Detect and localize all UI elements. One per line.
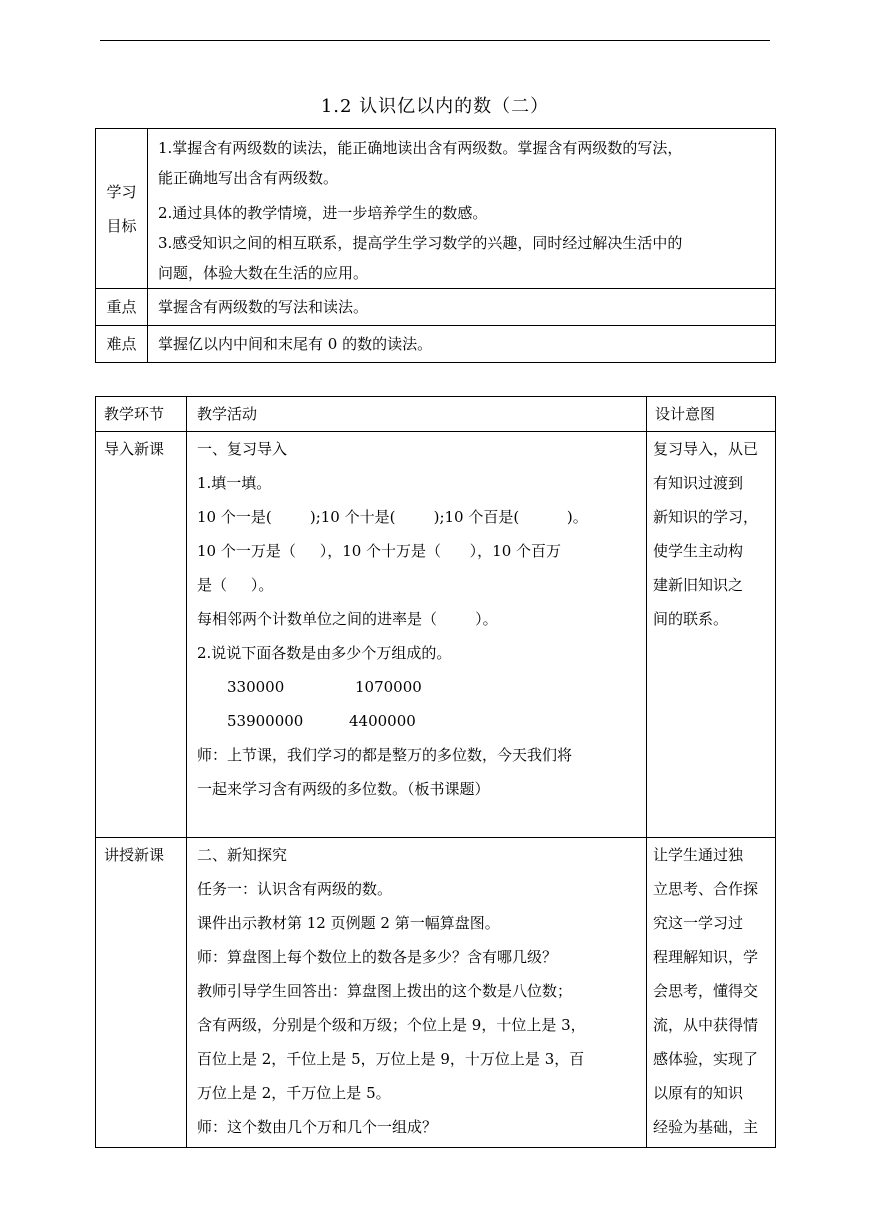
intent-line: 立思考、合作探 [653, 880, 759, 898]
intent-line: 程理解知识，学 [653, 948, 759, 966]
page-title: 1.2 认识亿以内的数（二） [320, 96, 550, 117]
row-label-difficulty: 难点 [96, 326, 148, 363]
intent-line: 以原有的知识 [653, 1084, 744, 1102]
intent-line: 使学生主动构 [653, 542, 744, 560]
activity-line: 10 个一万是（ ），10 个十万是（ ），10 个百万 [197, 542, 562, 560]
objective-line: 3.感受知识之间的相互联系，提高学生学习数学的兴趣，同时经过解决生活中的 [158, 234, 683, 252]
activity-line: 师：这个数由几个万和几个一组成？ [197, 1118, 438, 1136]
objective-line: 1.掌握含有两级数的读法，能正确地读出含有两级数。掌握含有两级数的写法， [158, 139, 683, 157]
header-activity: 教学活动 [187, 397, 647, 432]
header-intent: 设计意图 [647, 397, 776, 432]
table-row [96, 432, 776, 838]
stage-intro: 导入新课 [96, 432, 187, 838]
difficulty-content: 掌握亿以内中间和末尾有 0 的数的读法。 [148, 326, 776, 363]
objective-line: 能正确地写出含有两级数。 [158, 169, 339, 187]
activity-line: 万位上是 2，千万位上是 5。 [197, 1084, 391, 1102]
label-line: 学习 [106, 182, 137, 201]
intent-line: 新知识的学习， [653, 508, 759, 526]
activity-line: 含有两级，分别是个级和万级；个位上是 9，十位上是 3， [197, 1016, 586, 1034]
lesson-table [95, 396, 776, 1148]
header-rule [100, 40, 770, 41]
intent-line: 感体验，实现了 [653, 1050, 759, 1068]
table-row [96, 129, 776, 289]
activity-line: 百位上是 2，千位上是 5，万位上是 9，十万位上是 3，百 [197, 1050, 585, 1068]
intent-line: 建新旧知识之 [653, 576, 744, 594]
intent-line: 经验为基础，主 [653, 1118, 759, 1136]
stage-teaching: 讲授新课 [96, 838, 187, 1148]
row-label-objectives [96, 129, 148, 289]
activity-line: 任务一：认识含有两级的数。 [197, 880, 393, 898]
activity-line: 每相邻两个计数单位之间的进率是（ ）。 [197, 610, 498, 628]
label-line: 目标 [106, 216, 137, 235]
number-value: 1070000 [355, 678, 422, 696]
intent-line: 间的联系。 [653, 610, 729, 628]
intent-line: 究这一学习过 [653, 914, 744, 932]
table-header-row [96, 397, 776, 432]
activity-line: 师：上节课，我们学习的都是整万的多位数，今天我们将 [197, 746, 573, 764]
header-stage: 教学环节 [96, 397, 187, 432]
number-value: 4400000 [349, 712, 416, 730]
number-value: 330000 [227, 678, 285, 696]
activity-line: 一、复习导入 [197, 440, 288, 458]
number-row [197, 704, 636, 738]
activity-line: 10 个一是( );10 个十是( );10 个百是( )。 [197, 508, 588, 526]
activity-line: 2.说说下面各数是由多少个万组成的。 [197, 644, 452, 662]
activity-line: 师：算盘图上每个数位上的数各是多少？含有哪几级？ [197, 948, 558, 966]
objectives-table [95, 128, 776, 363]
activity-line: 一起来学习含有两级的多位数。（板书课题） [197, 780, 490, 798]
activity-teaching [187, 838, 647, 1148]
intent-line: 流，从中获得情 [653, 1016, 759, 1034]
activity-line: 课件出示教材第 12 页例题 2 第一幅算盘图。 [197, 914, 500, 932]
row-label-key-point: 重点 [96, 289, 148, 326]
key-point-content: 掌握含有两级数的写法和读法。 [148, 289, 776, 326]
objectives-content [148, 129, 776, 289]
number-row [197, 670, 636, 704]
intent-teaching [647, 838, 776, 1148]
activity-line: 是（ ）。 [197, 576, 274, 594]
activity-line: 二、新知探究 [197, 846, 288, 864]
activity-line: 1.填一填。 [197, 474, 272, 492]
objective-line: 2.通过具体的教学情境，进一步培养学生的数感。 [158, 204, 488, 222]
activity-intro [187, 432, 647, 838]
intent-line: 让学生通过独 [653, 846, 744, 864]
table-row [96, 838, 776, 1148]
number-value: 53900000 [227, 712, 304, 730]
activity-line: 教师引导学生回答出：算盘图上拨出的这个数是八位数； [197, 982, 573, 1000]
table-row [96, 289, 776, 326]
intent-line: 有知识过渡到 [653, 474, 744, 492]
intent-line: 会思考，懂得交 [653, 982, 759, 1000]
intent-line: 复习导入，从已 [653, 440, 759, 458]
intent-intro [647, 432, 776, 838]
objective-line: 问题，体验大数在生活的应用。 [158, 264, 369, 282]
table-row [96, 326, 776, 363]
